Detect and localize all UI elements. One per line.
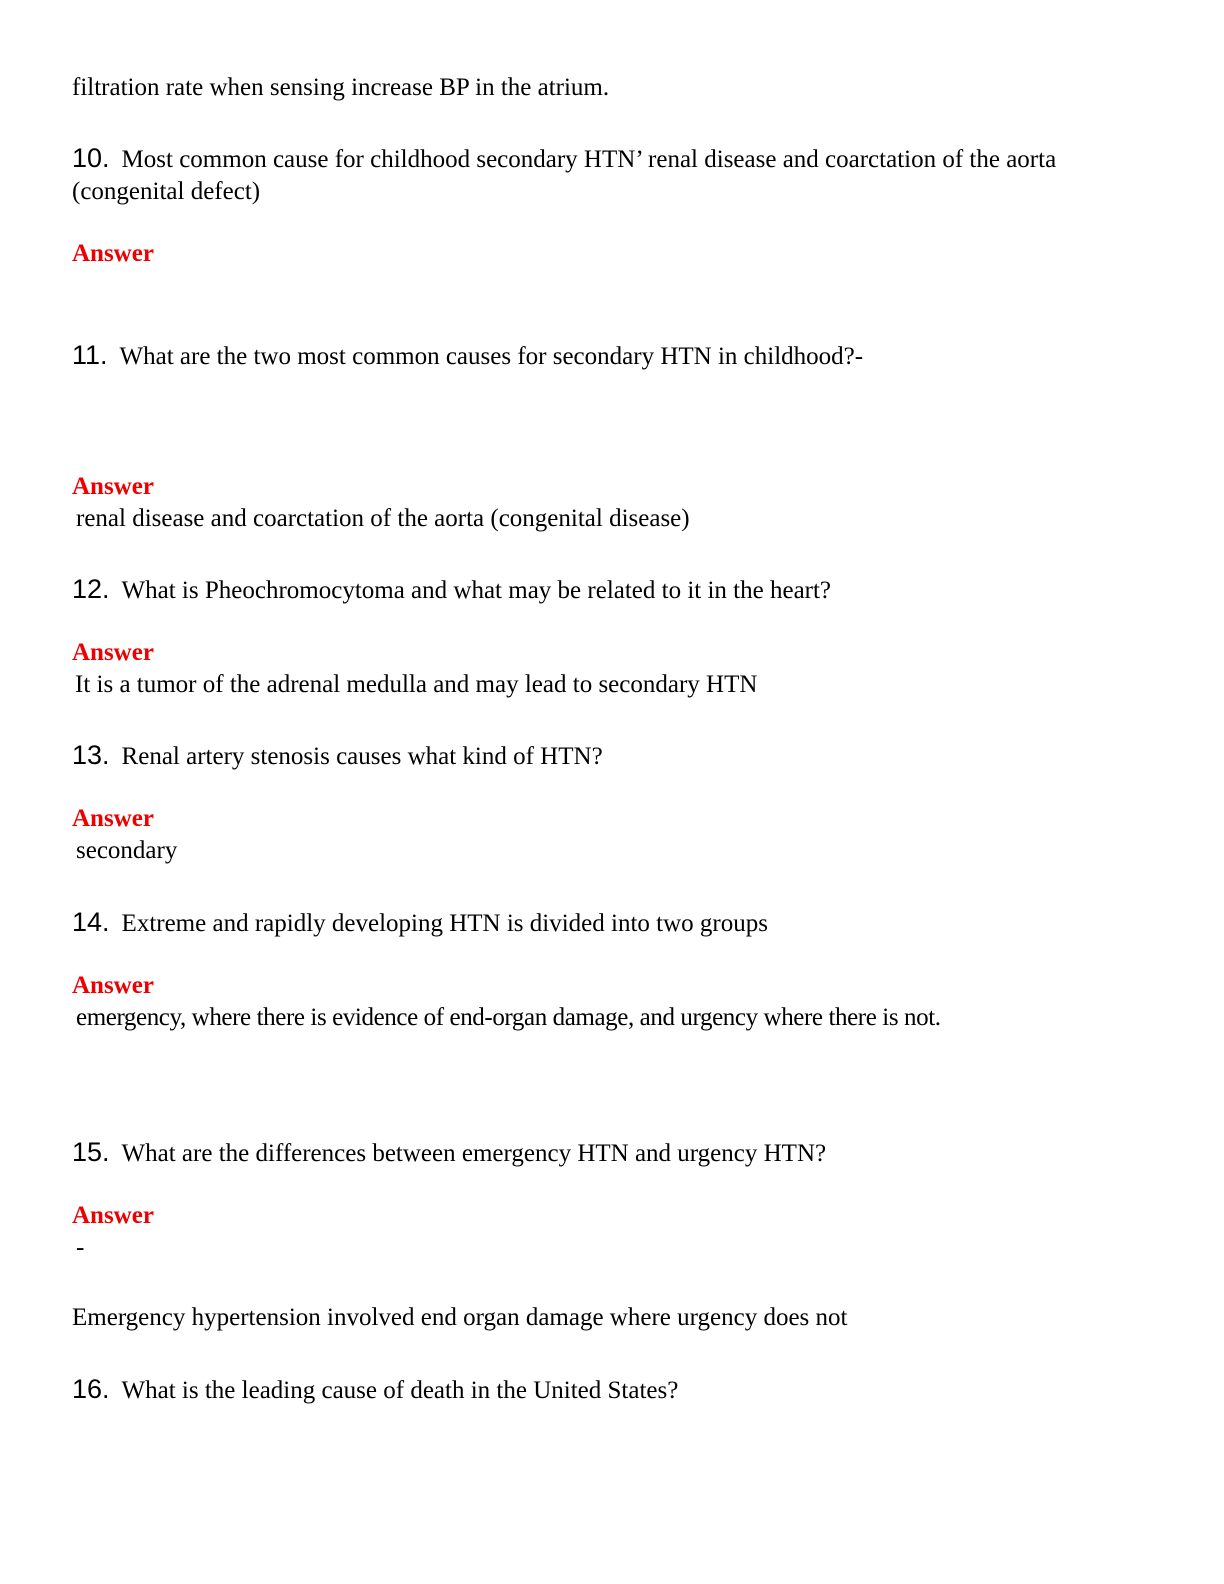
answer-text-12: It is a tumor of the adrenal medulla and may lead to secondary HTN [75,671,758,698]
question-number: 10. [72,143,110,173]
question-number: 16. [72,1374,110,1404]
intro-line: filtration rate when sensing increase BP in the atrium. [72,74,610,101]
question-number: 14. [72,907,110,937]
answer-text-13: secondary [76,837,178,864]
question-text: Extreme and rapidly developing HTN is divided into two groups [121,910,768,937]
question-number: 11. [72,340,108,370]
question-10 [72,142,1142,208]
question-16 [72,1373,1142,1407]
question-text: What are the two most common causes for secondary HTN in childhood?- [119,343,864,370]
answer-text-11: renal disease and coarctation of the aorta (congenital disease) [76,505,690,532]
question-text: Renal artery stenosis causes what kind of HTN? [121,743,603,770]
answer-text-15: - [76,1234,85,1261]
question-number: 13. [72,740,110,770]
answer-extra-15: Emergency hypertension involved end organ damage where urgency does not [72,1304,848,1331]
question-12 [72,573,1142,607]
answer-text-14: emergency, where there is evidence of end-organ damage, and urgency where there is not. [76,1004,941,1031]
question-number: 12. [72,574,110,604]
question-13 [72,739,1142,773]
answer-label-10: Answer [72,240,154,267]
question-text: Most common cause for childhood secondary HTN’ renal disease and coarctation of the aorta (congenital defect) [72,146,1057,205]
answer-label-12: Answer [72,639,154,666]
question-text: What are the differences between emergency HTN and urgency HTN? [121,1140,827,1167]
question-14 [72,906,1142,940]
question-text: What is Pheochromocytoma and what may be related to it in the heart? [121,577,832,604]
answer-label-15: Answer [72,1202,154,1229]
answer-label-11: Answer [72,473,154,500]
answer-label-14: Answer [72,972,154,999]
question-number: 15. [72,1137,110,1167]
answer-label-13: Answer [72,805,154,832]
question-text: What is the leading cause of death in the United States? [121,1377,679,1404]
question-15 [72,1136,1142,1170]
question-11 [72,339,1142,373]
